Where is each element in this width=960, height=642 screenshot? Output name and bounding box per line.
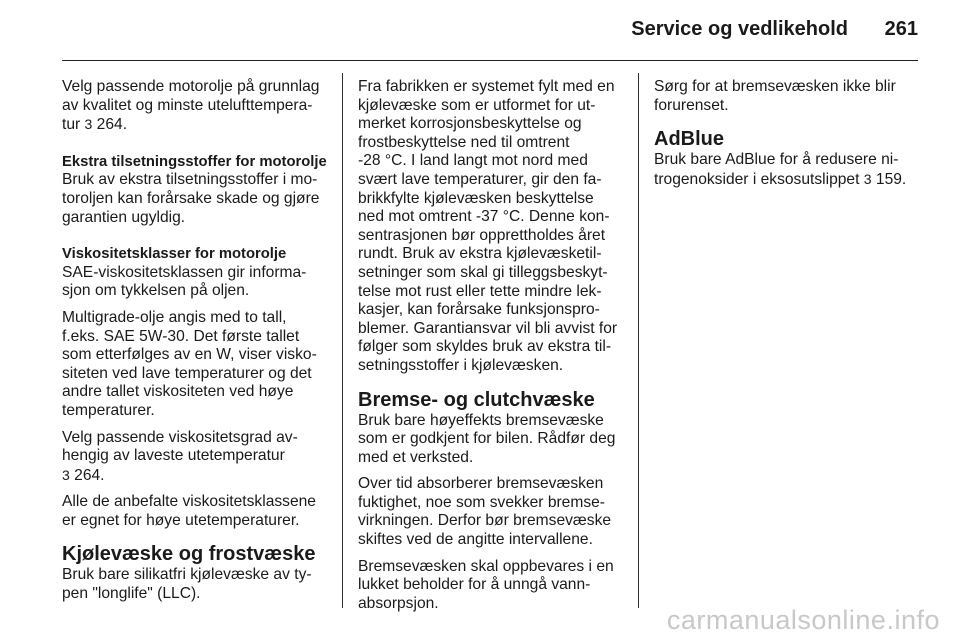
paragraph: Multigrade-olje angis med to tall, f.eks. SAE 5W-30. Det første tallet som etterfølges av en W, viser visko- siteten ved lave temperaturer og det andre tallet viskositeten ved høye temperaturer. <box>62 308 317 419</box>
page-ref-link[interactable]: 159. <box>875 170 907 188</box>
paragraph: Velg passende motorolje på grunnlag av kvalitet og minste utelufttempera- tur 3 264. <box>62 78 320 134</box>
subheading: Viskositetsklasser for motorolje <box>62 246 287 263</box>
paragraph: Sørg for at bremsevæsken ikke blir forurenset. <box>654 78 896 114</box>
page-ref-icon[interactable]: 3 <box>84 116 93 133</box>
header-divider <box>62 60 918 61</box>
paragraph: Bremsevæsken skal oppbevares i en lukket beholder for å unngå vann- absorpsjon. <box>358 557 614 612</box>
paragraph: Over tid absorberer bremsevæsken fuktighet, noe som svekker bremse- virkningen. Derfor bør bremsevæske skiftes ved de angitte intervallene. <box>358 475 612 549</box>
page-ref-icon[interactable]: 3 <box>62 466 70 483</box>
page-number: 261 <box>884 18 918 40</box>
page-ref-link[interactable]: 264. <box>74 466 105 484</box>
subheading: Ekstra tilsetningsstoffer for motorolje <box>62 153 327 170</box>
paragraph: Fra fabrikken er systemet fylt med en kjølevæske som er utformet for ut- merket korrosjonsbeskyttelse og frostbeskyttelse ned til omtrent -28 °C. I land langt mot nord med svært lave temperaturer, gir den fa- brikkfylte kjølevæsken beskyttelse ned mot omtrent -37 °C. Denne kon- sentrasjonen bør opprettholdes året rundt. Bruk av ekstra kjølevæsketil- setninger som skal gi tilleggsbeskyt- telse mot rust eller tette mindre lek- kasjer, kan forårsake funksjonspro- blemer. Garantiansvar vil bli avvist for følger som skyldes bruk av ekstra til- setningsstoffer i kjølevæsken. <box>358 78 618 374</box>
page-ref-link[interactable]: 264. <box>96 116 128 134</box>
page-header <box>0 0 960 62</box>
column-right <box>654 78 920 197</box>
section-heading: Kjølevæske og frostvæske <box>62 543 316 566</box>
column-divider <box>342 73 343 608</box>
paragraph: Alle de anbefalte viskositetsklassene er egnet for høye utetemperaturer. <box>62 493 316 529</box>
paragraph: Bruk bare AdBlue for å redusere ni- trogenoksider i eksosutslippet 3 159. <box>654 151 907 188</box>
paragraph: Velg passende viskositetsgrad av- hengig av laveste utetemperatur 3 264. <box>62 428 298 484</box>
section-heading: Bremse- og clutchvæske <box>358 388 595 411</box>
paragraph: Bruk av ekstra tilsetningsstoffer i mo- toroljen kan forårsake skade og gjøre garantien ugyldig. <box>62 171 320 226</box>
column-middle <box>358 78 624 621</box>
section-heading: AdBlue <box>654 128 724 151</box>
paragraph: SAE-viskositetsklassen gir informa- sjon om tykkelsen på oljen. <box>62 263 307 300</box>
column-left <box>62 78 328 612</box>
page-title: Service og vedlikehold <box>631 18 848 40</box>
page-ref-icon[interactable]: 3 <box>863 170 872 187</box>
watermark: carmanualsonline.info <box>666 605 940 635</box>
paragraph: Bruk bare silikatfri kjølevæske av ty- pen "longlife" (LLC). <box>62 566 312 603</box>
column-divider <box>638 73 639 608</box>
paragraph: Bruk bare høyeffekts bremsevæske som er godkjent for bilen. Rådfør deg med et verksted. <box>358 411 616 466</box>
